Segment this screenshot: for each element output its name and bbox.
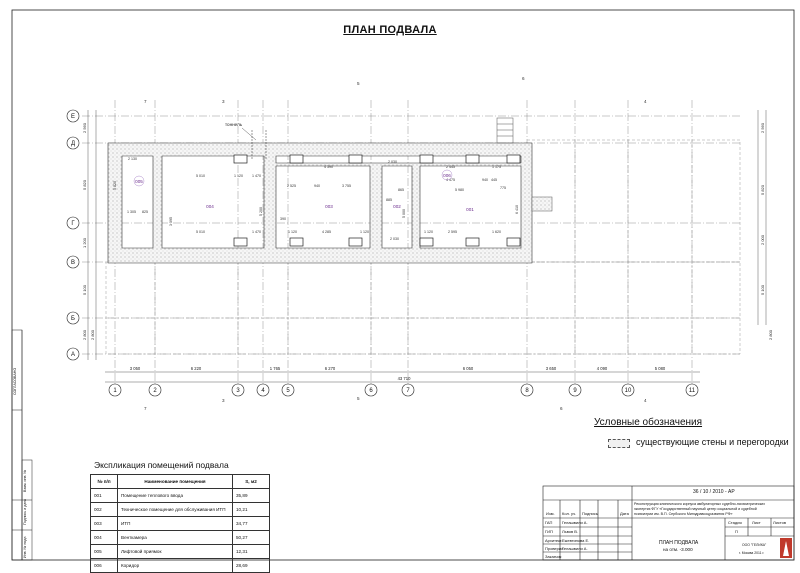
section-mark: 7 — [144, 406, 147, 411]
dimension-text: 5 100 — [82, 284, 87, 295]
role: Архитект. — [545, 538, 563, 543]
cell: Помещение теплового ввода — [118, 489, 233, 503]
col-header: Изм. — [546, 511, 555, 516]
company-city: г. Москва 2011 г. — [739, 551, 765, 555]
cell: Техническое помещение для обслуживания ИТП — [118, 503, 233, 517]
cell: 50,27 — [233, 531, 270, 545]
table-row — [91, 517, 270, 531]
room-dim: 940 — [314, 184, 320, 188]
sheet-name: ПЛАН ПОДВАЛА — [659, 540, 699, 546]
cell: Лифтовой приямок — [118, 545, 233, 559]
room-dim: 5 000 — [402, 209, 406, 218]
dimension-text: 4 090 — [596, 366, 608, 371]
room-id: 004 — [206, 204, 214, 209]
dimension-text: 3 050 — [129, 366, 141, 371]
section-mark: 7 — [144, 99, 147, 104]
section-mark: 6 — [560, 406, 563, 411]
axis-label: Д — [70, 141, 76, 147]
axis-label: 7 — [406, 388, 410, 394]
role: ГАП — [545, 520, 553, 525]
cell: 002 — [91, 503, 118, 517]
dimension-text: 2 800 — [90, 329, 95, 340]
stage-value: П — [735, 529, 738, 534]
room-id: 003 — [325, 204, 333, 209]
dimension-text: 6 270 — [324, 366, 336, 371]
room-dim: 3 755 — [342, 184, 351, 188]
dimension-text: 5 820 — [82, 179, 87, 190]
room-dim: 2 595 — [448, 230, 457, 234]
stage-header: Стадия — [728, 520, 742, 525]
grid-lines — [82, 100, 740, 384]
project-line: Реконструкция клинического корпуса амбулаторных судебно-психиатрических — [634, 502, 765, 506]
dimension-text: 2 800 — [82, 329, 87, 340]
dimension-text: 1 200 — [82, 237, 87, 248]
explication-title: Экспликация помещений подвала — [94, 460, 229, 470]
axis-label: 4 — [261, 388, 265, 394]
axis-label: Е — [70, 114, 76, 120]
room-dim: 6 410 — [515, 205, 519, 214]
section-mark: 3 — [222, 99, 225, 104]
cell: 001 — [91, 489, 118, 503]
room-dim: 4 390 — [324, 165, 333, 169]
room-dim: 5 200 — [259, 207, 263, 216]
room-dim: 445 — [491, 178, 497, 182]
section-mark: 3 — [222, 398, 225, 403]
table-row — [91, 503, 270, 517]
section-marks — [144, 76, 647, 411]
axis-label: 5 — [286, 388, 290, 394]
room-dim: 5 980 — [455, 188, 464, 192]
section-mark: 4 — [644, 398, 647, 403]
legend-title: Условные обозначения — [594, 417, 703, 428]
company-name: ООО "ГЕЛИКА" — [742, 543, 767, 547]
person: Гелашвили А. — [562, 546, 588, 551]
stage-header: Лист — [752, 520, 761, 525]
room-id: 006 — [443, 173, 451, 178]
room-id: 001 — [466, 207, 474, 212]
axis-label: 8 — [525, 388, 529, 394]
axis-label: 10 — [624, 388, 632, 394]
axis-label: 1 — [113, 388, 117, 394]
room-dim: 3 395 — [169, 217, 173, 226]
room-dim: 5 820 — [113, 181, 117, 190]
tunnel-label: тоннель — [225, 122, 243, 127]
axis-label: 3 — [236, 388, 240, 394]
header-cell: S, м2 — [233, 475, 270, 489]
room-dim: 5 010 — [196, 174, 205, 178]
section-mark: 5 — [357, 81, 360, 86]
col-header: Подпись — [582, 511, 598, 516]
axis-label: Б — [71, 316, 75, 322]
room-dim: 2 030 — [388, 160, 397, 164]
room-dim: 1 120 — [288, 230, 297, 234]
room-dim: 2 030 — [390, 237, 399, 241]
doc-code: 36 / 10 / 2010 - АР — [693, 489, 735, 495]
dimension-text: 2 560 — [760, 122, 765, 133]
table-header — [91, 475, 270, 489]
cell: Коридор — [118, 559, 233, 573]
room-dim: 885 — [386, 198, 392, 202]
axis-label: 9 — [573, 388, 577, 394]
dimension-text: 2 800 — [768, 329, 773, 340]
dimension-text: 5 100 — [760, 284, 765, 295]
room-dimensions — [113, 157, 519, 241]
room-dim: 1 305 — [127, 210, 136, 214]
room-dim: 2 130 — [128, 157, 137, 161]
table-row — [91, 531, 270, 545]
room-dim: 865 — [398, 188, 404, 192]
section-mark: 6 — [522, 76, 525, 81]
room-dim: 1 120 — [424, 230, 433, 234]
axis-label: Г — [71, 221, 75, 227]
table-row — [91, 559, 270, 573]
room-dim: 2 445 — [446, 165, 455, 169]
room-dim: 4 285 — [322, 230, 331, 234]
room-ids — [134, 170, 474, 212]
dimension-texts — [130, 366, 666, 381]
stamp-label: Взам. инв. № — [23, 469, 27, 492]
cell: 34,77 — [233, 517, 270, 531]
header-cell: Наименование помещения — [118, 475, 233, 489]
stamp-label: Подпись и дата — [23, 499, 27, 525]
axis-label: 6 — [369, 388, 373, 394]
explication-table — [90, 474, 270, 573]
cell: Венткамера — [118, 531, 233, 545]
room-dim: 940 — [482, 178, 488, 182]
cell: 003 — [91, 517, 118, 531]
project-line: психиатрии им. В.П. Сербского Минздравсоцразвития РФ» — [634, 512, 733, 516]
total-dimension: 43 710 — [397, 376, 411, 381]
room-dim: 1 175 — [492, 165, 501, 169]
project-line: экспертиз ФГУ «Государственный научный центр социальной и судебной — [634, 507, 757, 511]
dimension-text: 5 080 — [654, 366, 666, 371]
role: Заказчик — [545, 554, 562, 559]
page-title: ПЛАН ПОДВАЛА — [343, 24, 437, 36]
person: Ежевтинова Е. — [562, 538, 590, 543]
room-dim: 1 470 — [252, 174, 261, 178]
cell: 28,69 — [233, 559, 270, 573]
cell: ИТП — [118, 517, 233, 531]
role: Проверил — [545, 546, 564, 551]
sheet-sub: на отм. -3.000 — [663, 547, 693, 552]
dimension-text: 6 050 — [462, 366, 474, 371]
table-row — [91, 545, 270, 559]
room-dim: 775 — [500, 186, 506, 190]
section-mark: 5 — [357, 396, 360, 401]
cell: 12,31 — [233, 545, 270, 559]
legend-label: существующие стены и перегородки — [636, 437, 789, 447]
dimension-text: 2 000 — [760, 234, 765, 245]
stamp-label: Инв. № подл. — [23, 535, 27, 558]
person: Гелашвили А. — [562, 520, 588, 525]
col-header: Кол. уч. — [562, 511, 577, 516]
side-stamp-frame — [12, 330, 32, 560]
role: ГИП — [545, 529, 553, 534]
cell: 35,89 — [233, 489, 270, 503]
room-dim: 1 120 — [234, 174, 243, 178]
header-cell: № п/п — [91, 475, 118, 489]
person: Львов В. — [562, 529, 579, 534]
dimension-text: 3 650 — [545, 366, 557, 371]
agreed-label: СОГЛАСОВАНО — [13, 367, 17, 395]
room-dim: 2 525 — [287, 184, 296, 188]
room-id: 002 — [393, 204, 401, 209]
section-mark: 4 — [644, 99, 647, 104]
axis-label: А — [70, 352, 76, 358]
room-dim: 4 475 — [446, 178, 455, 182]
room-id: 005 — [135, 179, 143, 184]
cell: 005 — [91, 545, 118, 559]
axis-label: 11 — [688, 388, 696, 394]
dimension-text: 2 560 — [82, 122, 87, 133]
dimension-text: 5 820 — [760, 184, 765, 195]
room-dim: 390 — [280, 217, 286, 221]
company-logo — [780, 538, 792, 558]
dimension-text: 6 220 — [190, 366, 202, 371]
cell: 004 — [91, 531, 118, 545]
cell: 10,21 — [233, 503, 270, 517]
cell: 006 — [91, 559, 118, 573]
col-header: Дата — [620, 511, 629, 516]
stage-header: Листов — [773, 520, 786, 525]
existing-outline — [106, 140, 740, 354]
dimension-text: 1 765 — [269, 366, 281, 371]
room-dim: 825 — [142, 210, 148, 214]
legend-swatch — [608, 439, 630, 448]
room-dim: 5 010 — [196, 230, 205, 234]
axis-label: 2 — [153, 388, 157, 394]
room-dim: 1 470 — [252, 230, 261, 234]
table-row — [91, 489, 270, 503]
room-dim: 1 620 — [492, 230, 501, 234]
axis-label: В — [70, 260, 76, 266]
room-dim: 1 120 — [360, 230, 369, 234]
